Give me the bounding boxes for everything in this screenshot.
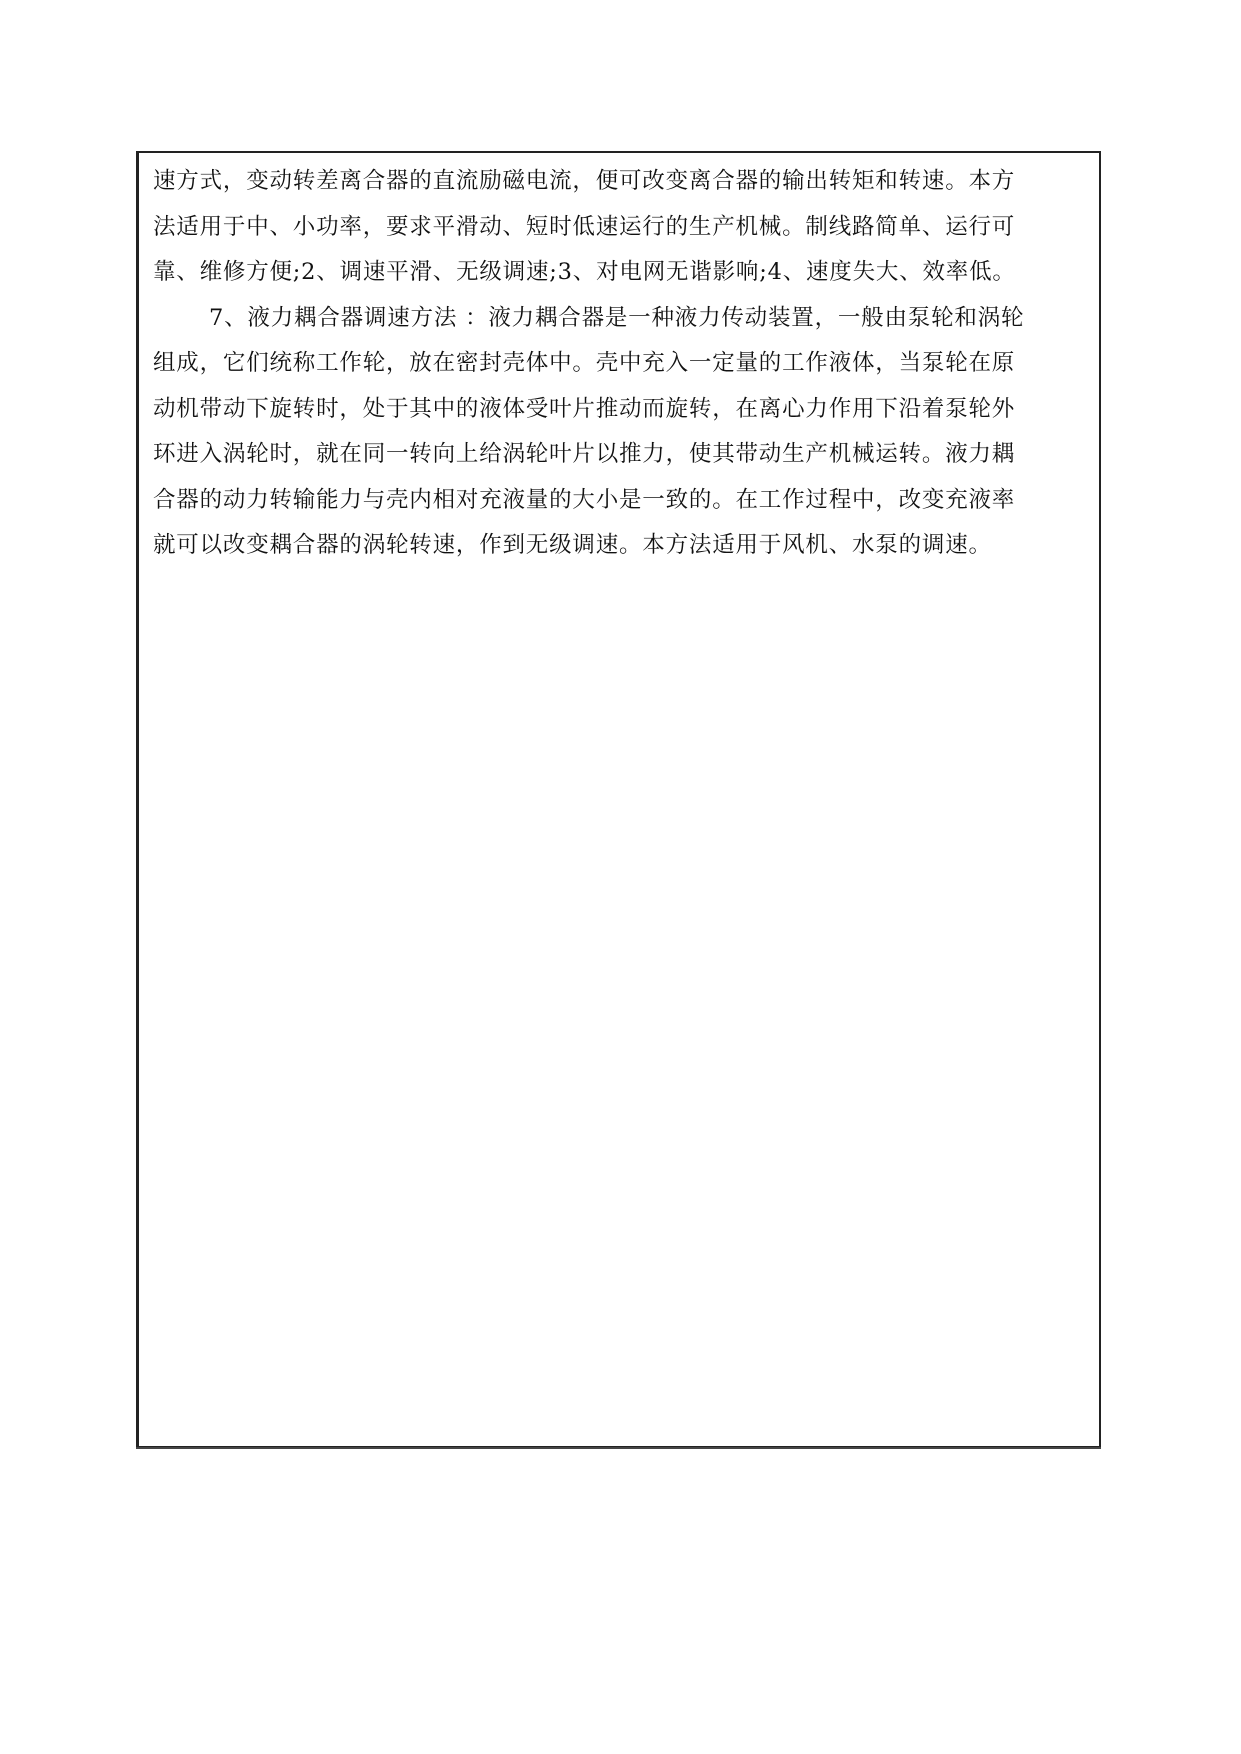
- paragraph-line: 就可以改变耦合器的涡轮转速，作到无级调速。本方法适用于风机、水泵的调速。: [153, 532, 992, 558]
- paragraph-line: 7、液力耦合器调速方法 ：液力耦合器是一种液力传动装置，一般由泵轮和涡轮: [209, 304, 1025, 331]
- table-bottom-rule: [136, 1447, 1101, 1449]
- table-cell-frame: [136, 151, 1101, 1448]
- paragraph-line: 合器的动力转输能力与壳内相对充液量的大小是一致的。在工作过程中，改变充液率: [153, 486, 1016, 513]
- paragraph-line: 动机带动下旋转时，处于其中的液体受叶片推动而旋转，在离心力作用下沿着泵轮外: [153, 395, 1016, 422]
- paragraph-line: 组成，它们统称工作轮，放在密封壳体中。壳中充入一定量的工作液体，当泵轮在原: [153, 350, 1016, 376]
- cell-text-content: [153, 159, 1091, 569]
- paragraph-line: 靠、维修方便;2、调速平滑、无级调速;3、对电网无谐影响;4、速度失大、效率低。: [153, 259, 1016, 285]
- paragraph-line: 法适用于中、小功率，要求平滑动、短时低速运行的生产机械。制线路简单、运行可: [153, 213, 1016, 240]
- paragraph-line: 环进入涡轮时，就在同一转向上给涡轮叶片以推力，使其带动生产机械运转。液力耦: [153, 441, 1016, 467]
- paragraph-line: 速方式，变动转差离合器的直流励磁电流，便可改变离合器的输出转矩和转速。本方: [153, 168, 1016, 194]
